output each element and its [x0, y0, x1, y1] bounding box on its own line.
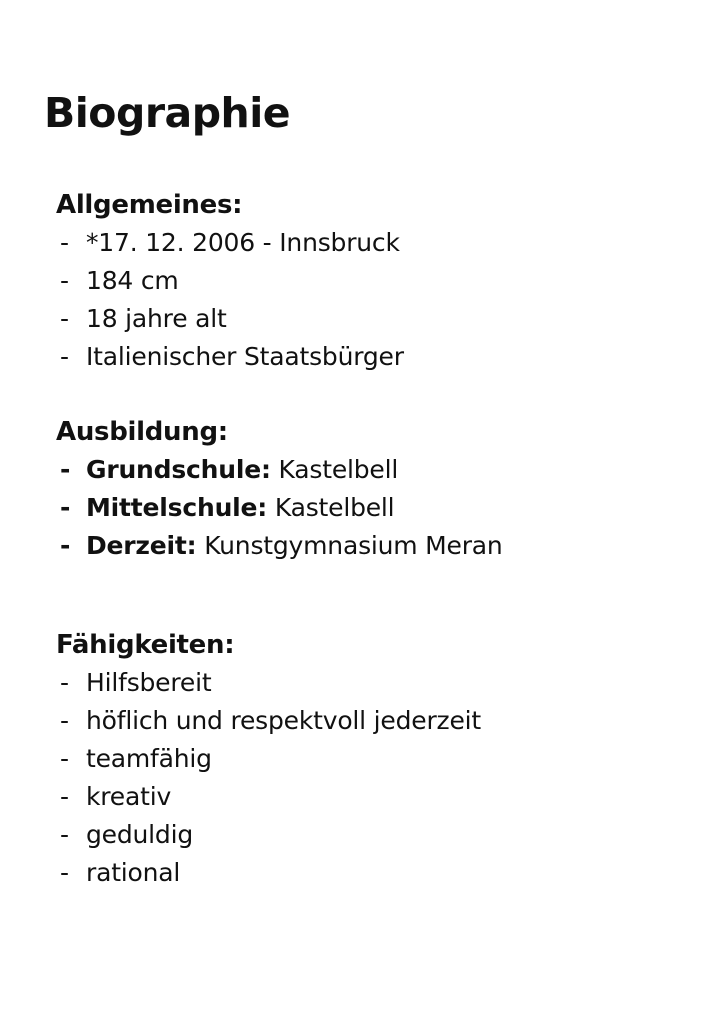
item-text: Italienischer Staatsbürger: [86, 342, 404, 371]
item-text: teamfähig: [86, 744, 212, 773]
dash-marker: -: [60, 531, 71, 560]
dash-marker: -: [60, 820, 69, 849]
dash-marker: -: [60, 342, 69, 371]
dash-marker: -: [60, 455, 71, 484]
list-item: [56, 816, 696, 854]
list-item: [56, 854, 696, 892]
list-item: [56, 702, 696, 740]
page-title: Biographie: [44, 89, 291, 137]
dash-marker: -: [60, 782, 69, 811]
list-item: [56, 778, 696, 816]
list-item: [56, 262, 696, 300]
list-item: [56, 338, 696, 376]
item-text: *17. 12. 2006 - Innsbruck: [86, 228, 400, 257]
item-label: Derzeit:: [86, 531, 197, 560]
education-heading: Ausbildung:: [56, 417, 228, 447]
item-value: Kastelbell: [278, 455, 399, 484]
general-heading: Allgemeines:: [56, 190, 243, 220]
item-label: Grundschule:: [86, 455, 271, 484]
education-section: [56, 413, 696, 565]
list-item: [56, 489, 696, 527]
general-section: [56, 186, 696, 376]
item-value: Kunstgymnasium Meran: [204, 531, 503, 560]
list-item: [56, 451, 696, 489]
item-text: 18 jahre alt: [86, 304, 227, 333]
list-item: [56, 740, 696, 778]
item-label: Mittelschule:: [86, 493, 268, 522]
skills-heading: Fähigkeiten:: [56, 630, 235, 660]
dash-marker: -: [60, 744, 69, 773]
list-item: [56, 300, 696, 338]
dash-marker: -: [60, 668, 69, 697]
item-value: Kastelbell: [274, 493, 395, 522]
item-text: rational: [86, 858, 181, 887]
dash-marker: -: [60, 858, 69, 887]
item-text: 184 cm: [86, 266, 179, 295]
list-item: [56, 224, 696, 262]
dash-marker: -: [60, 493, 71, 522]
list-item: [56, 527, 696, 565]
item-text: kreativ: [86, 782, 172, 811]
list-item: [56, 664, 696, 702]
item-text: geduldig: [86, 820, 193, 849]
dash-marker: -: [60, 266, 69, 295]
dash-marker: -: [60, 706, 69, 735]
dash-marker: -: [60, 228, 69, 257]
dash-marker: -: [60, 304, 69, 333]
item-text: Hilfsbereit: [86, 668, 212, 697]
item-text: höflich und respektvoll jederzeit: [86, 706, 481, 735]
skills-section: [56, 626, 696, 892]
